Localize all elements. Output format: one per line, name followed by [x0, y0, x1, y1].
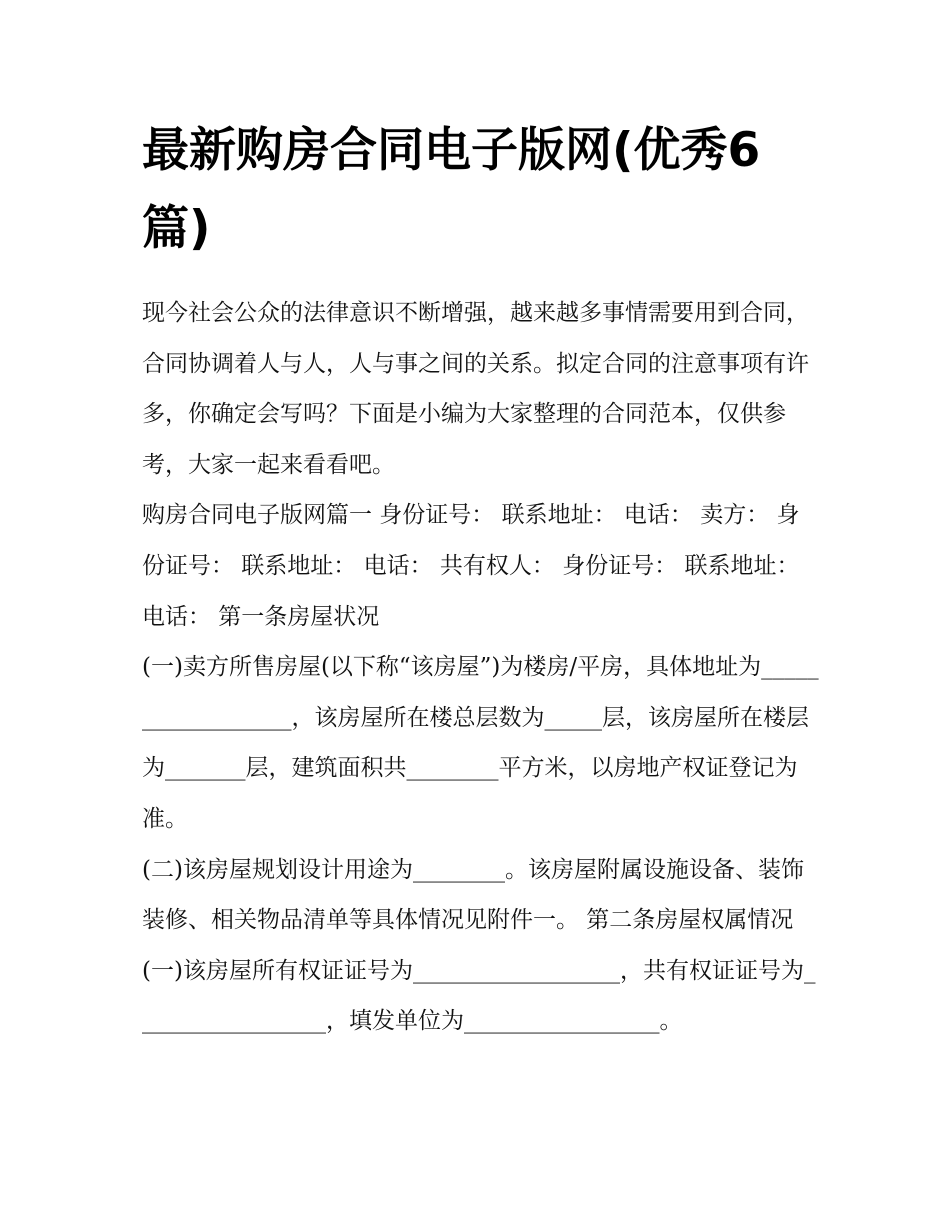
party-info-paragraph: 购房合同电子版网篇一 身份证号： 联系地址： 电话： 卖方： 身份证号： 联系地址： 电话： 共有权人： 身份证号： 联系地址： 电话： 第一条房屋状况	[142, 502, 800, 630]
document-body	[142, 288, 822, 1047]
clause-2-1-paragraph: (一)该房屋所有权证证号为__________________，共有权证证号为_________________，填发单位为_________________。	[142, 957, 816, 1035]
intro-paragraph: 现今社会公众的法律意识不断增强，越来越多事情需要用到合同，合同协调着人与人，人与事之间的关系。拟定合同的注意事项有许多，你确定会写吗？下面是小编为大家整理的合同范本，仅供参考，大家一起来看看吧。	[142, 300, 809, 478]
document-title: 最新购房合同电子版网(优秀6篇)	[142, 123, 761, 256]
clause-1-2-paragraph: (二)该房屋规划设计用途为________。该房屋附属设施设备、装饰装修、相关物品清单等具体情况见附件一。 第二条房屋权属情况	[142, 856, 804, 934]
document-page	[142, 112, 822, 1047]
clause-1-1-paragraph: (一)卖方所售房屋(以下称“该房屋”)为楼房/平房，具体地址为__________________，该房屋所在楼总层数为_____层，该房屋所在楼层为_______层，建筑面积共________平方米，以房地产权证登记为准。	[142, 654, 819, 832]
